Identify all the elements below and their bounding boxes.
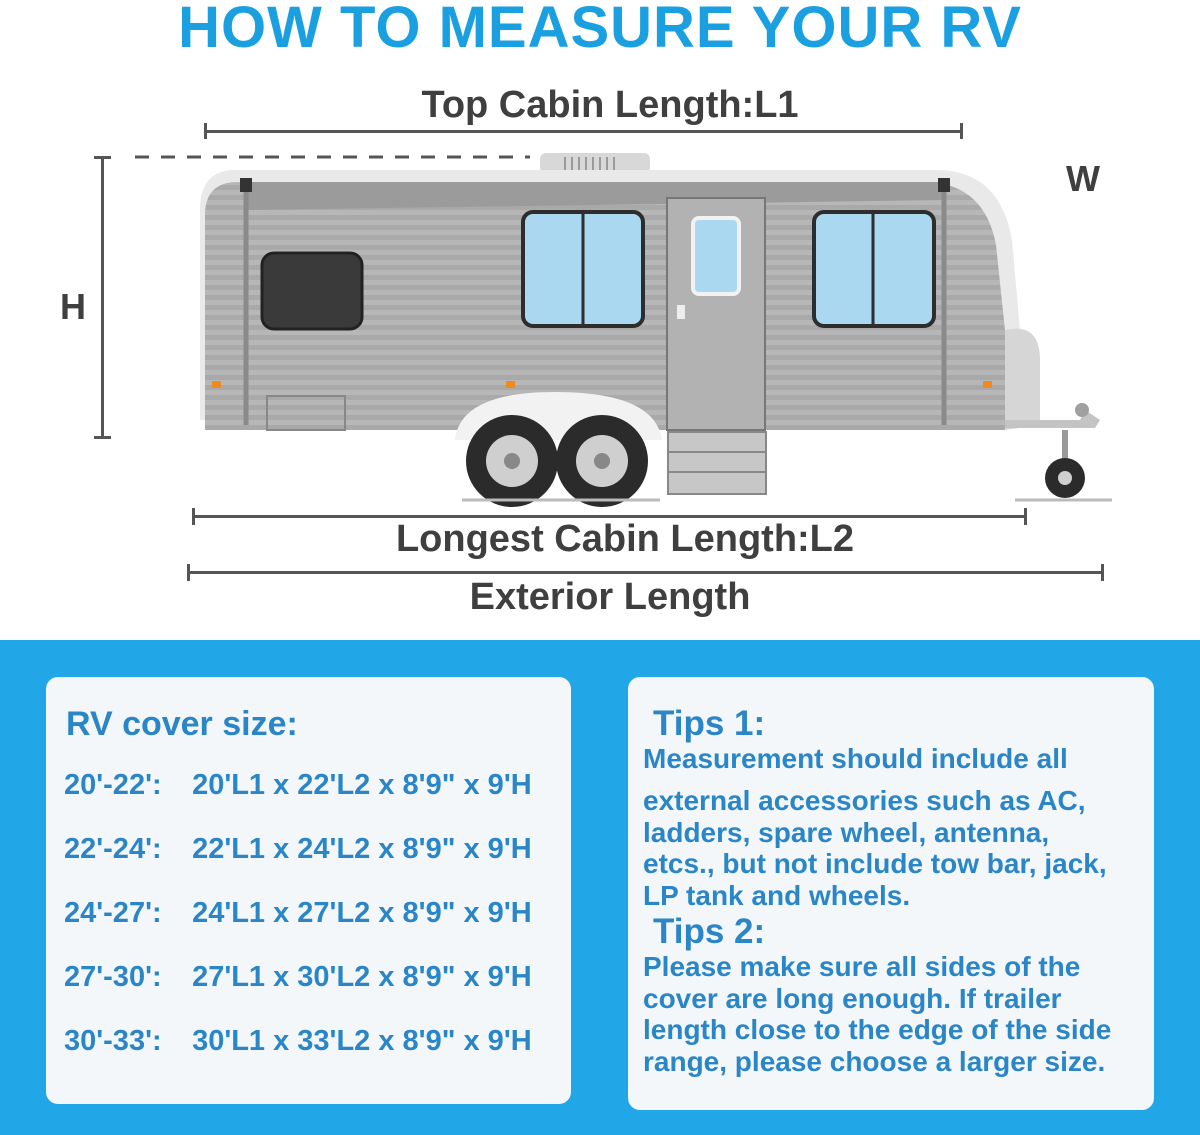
tips-1-line: ladders, spare wheel, antenna, (643, 817, 1050, 848)
size-row (64, 833, 532, 866)
rv-front-nose (1005, 329, 1040, 430)
size-spec: 24'L1 x 27'L2 x 8'9" x 9'H (192, 897, 532, 929)
width-label: W (1066, 158, 1100, 199)
size-spec: 22'L1 x 24'L2 x 8'9" x 9'H (192, 833, 532, 865)
cover-size-panel (46, 677, 571, 1104)
exterior-length-tick-left (187, 564, 190, 581)
tips-1-line: external accessories such as AC, (643, 785, 1086, 816)
page-title: HOW TO MEASURE YOUR RV (178, 0, 1022, 60)
rv-trailer-illustration (0, 0, 1200, 520)
front-wheel (556, 415, 648, 507)
tips-1-line: etcs., but not include tow bar, jack, (643, 848, 1107, 879)
top-cabin-length-label: Top Cabin Length:L1 (421, 84, 799, 126)
longest-cabin-length-tick-right (1024, 508, 1027, 525)
exterior-length-tick-right (1101, 564, 1104, 581)
size-range: 30'-33': (64, 1025, 162, 1057)
size-row (64, 1025, 532, 1058)
size-spec: 27'L1 x 30'L2 x 8'9" x 9'H (192, 961, 532, 993)
tips-1-line: LP tank and wheels. (643, 880, 911, 911)
rear-wheel (466, 415, 558, 507)
tips-2-line: cover are long enough. If trailer (643, 983, 1062, 1014)
longest-cabin-length-label: Longest Cabin Length:L2 (395, 518, 855, 560)
size-range: 22'-24': (64, 833, 162, 865)
tips-1-line: Measurement should include all (643, 743, 1068, 774)
size-spec: 30'L1 x 33'L2 x 8'9" x 9'H (192, 1025, 532, 1057)
size-range: 24'-27': (64, 897, 162, 929)
tips-2-line: length close to the edge of the side (643, 1014, 1112, 1045)
size-range: 20'-22': (64, 769, 162, 801)
exterior-length-label: Exterior Length (469, 576, 751, 618)
size-row (64, 769, 532, 802)
tips-2-line: Please make sure all sides of the (643, 951, 1081, 982)
entry-steps (668, 432, 766, 494)
tips-2-line: range, please choose a larger size. (643, 1046, 1106, 1077)
size-spec: 20'L1 x 22'L2 x 8'9" x 9'H (192, 769, 532, 801)
size-range: 27'-30': (64, 961, 162, 993)
exterior-length-line (188, 571, 1103, 574)
longest-cabin-length-tick-left (192, 508, 195, 525)
rear-window (262, 253, 362, 329)
size-row (64, 961, 532, 994)
tips-1-title: Tips 1: (653, 704, 766, 743)
cover-size-title: RV cover size: (66, 705, 298, 743)
tips-panel (628, 677, 1154, 1110)
height-label: H (60, 286, 86, 327)
size-row (64, 897, 532, 930)
tips-2-title: Tips 2: (653, 912, 766, 951)
